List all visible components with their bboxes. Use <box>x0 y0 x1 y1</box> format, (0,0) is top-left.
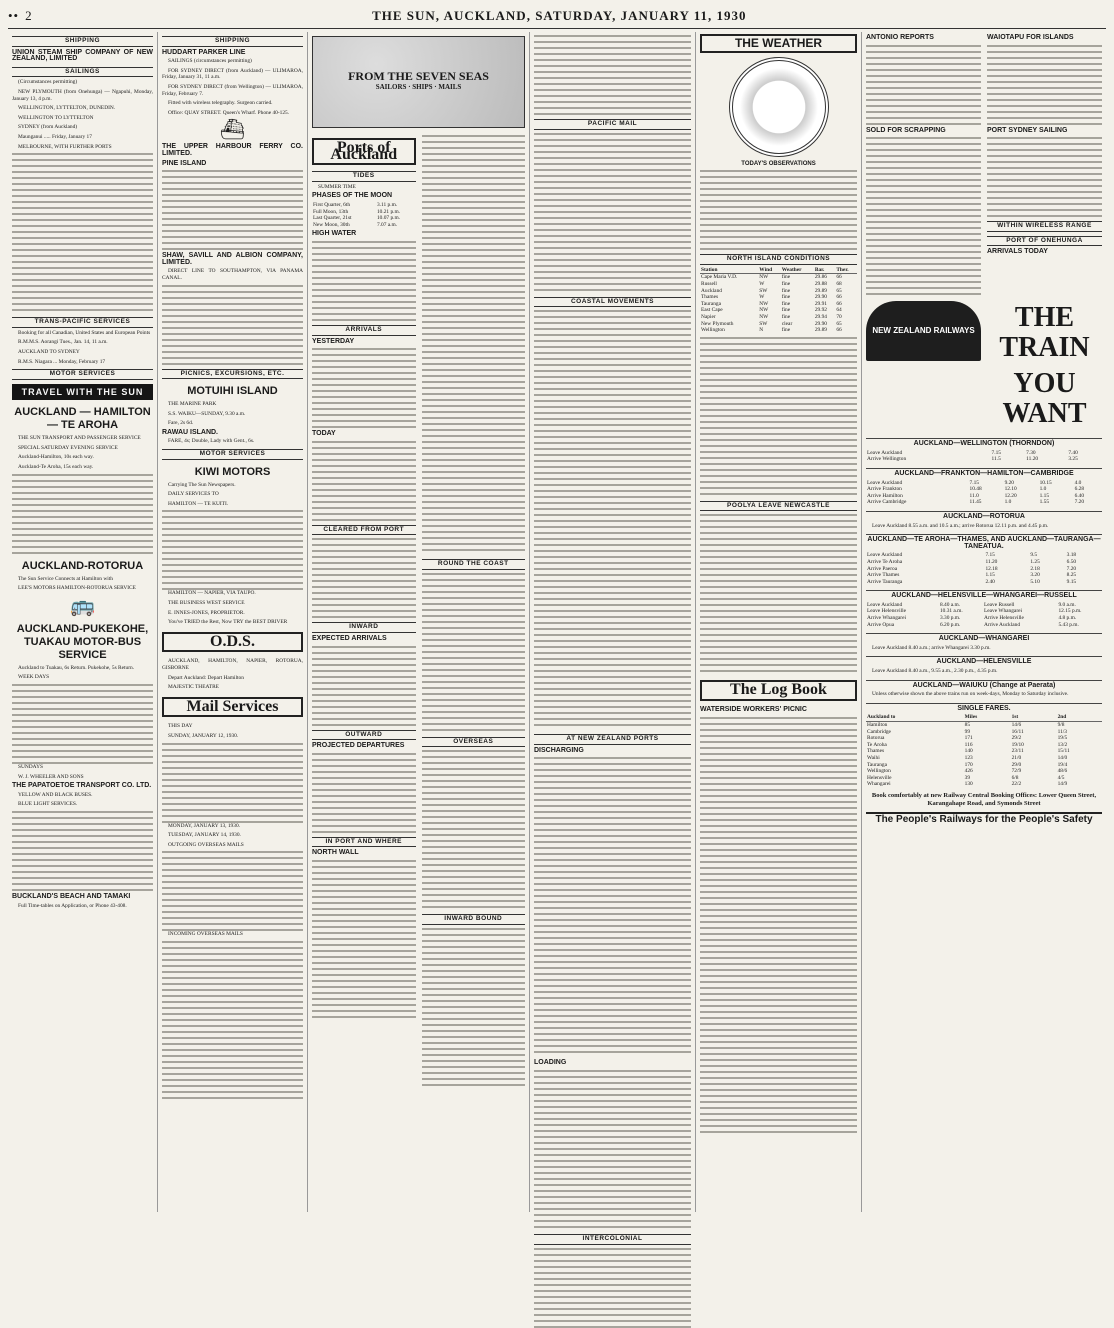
table-row: Rotorua 171 29/2 19/5 <box>867 735 1068 742</box>
rotorua-line: LEE'S MOTORS HAMILTON-ROTORUA SERVICE <box>18 585 136 592</box>
pukekohe-service-title: AUCKLAND-PUKEKOHE, TUAKAU MOTOR-BUS SERVICE <box>16 622 149 661</box>
huddart-line: Fitted with wireless telegraphy. Surgeon carried. <box>168 100 273 107</box>
port-sydney-heading: PORT SYDNEY SAILING <box>987 126 1068 134</box>
route-thames: AUCKLAND—TE AROHA—THAMES, AND AUCKLAND—TAURANGA—TANEATUA. <box>867 536 1101 550</box>
sailings-line: NEW PLYMOUTH (from Onehunga) — Ngapuhi, Monday, January 13, 4 p.m. <box>12 88 153 102</box>
pacific-mail-heading: PACIFIC MAIL <box>534 119 691 130</box>
sailings-sub: (Circumstances permitting) <box>18 79 78 86</box>
table-header-row: Station Wind Weather Bar. Ther. <box>700 267 857 274</box>
shipping-heading: SHIPPING <box>162 36 303 47</box>
rawau-title: RAWAU ISLAND. <box>162 428 218 436</box>
column-weather <box>696 32 862 1212</box>
wellington-table <box>866 450 1102 463</box>
pukekohe-line: SUNDAYS <box>18 764 43 771</box>
bus-icon: 🚌 <box>70 594 95 617</box>
blue-light: BLUE LIGHT SERVICES. <box>18 801 78 808</box>
page-number: 2 <box>25 8 33 23</box>
column-shipping-left <box>8 32 158 1212</box>
table-row: New Plymouth SW clear 29.90 65 <box>701 320 842 327</box>
page-dots: •• <box>8 8 20 23</box>
table-row: Helensville 39 6/8 4/5 <box>867 774 1065 781</box>
table-row: Tauranga NW fine 29.91 66 <box>701 300 842 307</box>
round-the-coast-heading: ROUND THE COAST <box>422 559 526 570</box>
text-filler <box>700 170 857 250</box>
outward-heading: OUTWARD <box>312 730 416 741</box>
motuihi-sub: THE MARINE PARK <box>168 401 217 408</box>
wireless-heading: WITHIN WIRELESS RANGE <box>987 221 1102 232</box>
upper-harbour-title: THE UPPER HARBOUR FERRY CO. LIMITED. <box>162 143 303 157</box>
table-row: Whangarei 130 22/2 14/9 <box>867 781 1068 788</box>
expected-heading: EXPECTED ARRIVALS <box>312 634 387 642</box>
route-whangarei: AUCKLAND—WHANGAREI <box>866 633 1102 643</box>
text-filler <box>312 441 416 521</box>
table-row: Wellington 426 72/9 48/6 <box>867 768 1068 775</box>
column-shipping-news <box>530 32 696 1242</box>
rotorua-line: The Sun Service Connects at Hamilton with <box>18 575 113 582</box>
text-filler <box>312 646 416 726</box>
ports-of-auckland-title: Ports of Auckland <box>312 138 416 165</box>
text-filler <box>700 337 857 497</box>
text-filler <box>534 1248 691 1328</box>
table-row: Last Quarter, 21st 10.07 p.m. <box>313 215 401 222</box>
moon-heading: PHASES OF THE MOON <box>312 192 393 200</box>
table-row: Arrive Frankton 10.48 12.10 1.0 6.28 <box>867 486 1085 493</box>
route-waiuku: AUCKLAND—WAIUKU (Change at Paerata) <box>866 680 1102 690</box>
table-row: Thames 140 23/11 15/11 <box>867 748 1070 755</box>
text-filler <box>866 45 981 125</box>
buckland-title: BUCKLAND'S BEACH AND TAMAKI <box>12 893 131 900</box>
text-filler <box>866 137 981 297</box>
mail-line: MONDAY, JANUARY 13, 1930. <box>168 822 240 829</box>
route-wellington: AUCKLAND—WELLINGTON (THORNDON) <box>866 438 1102 448</box>
motuihi-line: Fare, 2s 6d. <box>168 420 194 427</box>
steamer-icon: ⛴ <box>219 119 246 142</box>
transpacific-line: Booking for all Canadian, United States and European Points <box>18 329 151 336</box>
table-row: Arrive Thames 1.15 3.20 8.25 <box>867 572 1077 579</box>
papatoetoe-title: THE PAPATOETOE TRANSPORT CO. LTD. <box>12 782 152 790</box>
cleared-heading: CLEARED FROM PORT <box>312 525 416 536</box>
text-filler <box>162 170 303 250</box>
text-filler <box>422 135 526 555</box>
aroha-service-title: AUCKLAND — HAMILTON — TE AROHA <box>14 406 151 432</box>
rawau-fare: FARE, 4s; Double, Lady with Gent., 6s. <box>168 438 255 445</box>
route-rotorua: AUCKLAND—ROTORUA <box>866 511 1102 521</box>
text-filler <box>312 538 416 618</box>
yellow-buses: YELLOW AND BLACK BUSES. <box>18 791 93 798</box>
high-water-heading: HIGH WATER <box>312 230 357 238</box>
antonio-heading: ANTONIO REPORTS <box>866 34 934 41</box>
sailings-line: MELBOURNE, WITH FURTHER PORTS <box>18 143 112 150</box>
text-filler <box>987 45 1102 125</box>
mail-line: THIS DAY <box>168 723 193 730</box>
table-row: Leave Auckland 8.40 a.m. Leave Russell 9.0 a.m. <box>867 601 1076 608</box>
poolya-heading: POOLYA LEAVE NEWCASTLE <box>700 501 857 512</box>
rotorua-service-title: AUCKLAND-ROTORUA <box>21 559 144 572</box>
train-headline-2: YOU WANT <box>1002 368 1087 430</box>
timetables-note: Full Time-tables on Application, or Phone 43-408. <box>18 902 127 909</box>
scrapping-heading: SOLD FOR SCRAPPING <box>866 126 946 134</box>
aroha-line: SPECIAL SATURDAY EVENING SERVICE <box>18 444 118 451</box>
text-filler <box>312 348 416 428</box>
direct-line: DIRECT LINE TO SOUTHAMPTON, VIA PANAMA CANAL. <box>162 268 303 281</box>
table-row: Te Aroha 116 19/10 13/2 <box>867 741 1068 748</box>
table-row: Napier NW fine 29.94 70 <box>701 313 842 320</box>
sailings-line: SYDNEY (from Auckland) <box>18 124 78 131</box>
huddart-title: HUDDART PARKER LINE <box>162 48 246 56</box>
table-row: Arrive Hamilton 11.0 12.20 1.15 6.40 <box>867 492 1085 499</box>
helensville-line: Leave Auckland 8.40 a.m., 9.55 a.m., 2.30 p.m., 4.35 p.m. <box>872 668 998 675</box>
kiwi-line: HAMILTON — NAPIER, VIA TAUPO. <box>168 590 256 597</box>
arrivals-heading: ARRIVALS <box>312 325 416 336</box>
text-filler <box>534 1070 691 1230</box>
aroha-line: THE SUN TRANSPORT AND PASSENGER SERVICE <box>18 435 141 442</box>
table-row: Arrive Wellington 11.5 11.20 3.25 <box>867 456 1078 463</box>
table-row: Cape Maria V.D. NW fine 29.86 66 <box>701 274 842 281</box>
text-filler <box>422 928 526 1088</box>
observations-table <box>700 267 857 334</box>
mail-line: TUESDAY, JANUARY 14, 1930. <box>168 832 241 839</box>
sailings-line: WELLINGTON, LYTTELTON, DUNEDIN. <box>18 105 116 112</box>
huddart-line: FOR SYDNEY DIRECT (from Auckland) — ULIMAROA, Friday, January 31, 11 a.m. <box>162 67 303 81</box>
seven-seas-title: FROM THE SEVEN SEAS <box>348 69 489 84</box>
table-header-row: Auckland to Miles 1st 2nd <box>866 714 1102 721</box>
table-row: Hamilton 85 14/6 9/8 <box>867 722 1065 728</box>
column-railways <box>862 32 1106 1212</box>
north-wall-label: NORTH WALL <box>312 849 359 857</box>
text-filler <box>534 35 691 115</box>
huddart-sub: SAILINGS (circumstances permitting) <box>168 58 252 65</box>
shaw-savill-title: SHAW, SAVILL AND ALBION COMPANY, LIMITED. <box>162 252 303 266</box>
ods-line: MAJESTIC THEATRE <box>168 684 219 691</box>
proprietor: E. INNES-JONES, PROPRIETOR. <box>168 609 245 616</box>
table-row: Waihi 123 21/0 14/0 <box>867 754 1068 761</box>
text-filler <box>12 474 153 554</box>
fares-table <box>866 714 1102 788</box>
transpacific-line: R.M.S. Niagara ... Monday, February 17 <box>18 358 106 365</box>
yesterday-label: YESTERDAY <box>312 337 355 345</box>
table-row: Arrive Cambridge 11.45 1.0 1.55 7.20 <box>867 499 1085 506</box>
coastal-heading: COASTAL MOVEMENTS <box>534 297 691 308</box>
masthead-title: THE SUN, AUCKLAND, SATURDAY, JANUARY 11, 1930 <box>372 8 747 23</box>
train-ad-header <box>866 297 1102 433</box>
text-filler <box>162 285 303 365</box>
table-row: Arrive Whangarei 3.30 p.m. Arrive Helensville 4.8 p.m. <box>867 615 1077 622</box>
barometer-icon <box>729 57 829 157</box>
column-ports <box>308 32 530 1212</box>
tides-heading: TIDES <box>312 171 416 182</box>
kiwi-line: THE BUSINESS WEST SERVICE <box>168 600 245 607</box>
table-row: Arrive Paeroa 12.18 2.18 7.20 <box>867 565 1077 572</box>
shipping-heading: SHIPPING <box>12 36 153 47</box>
text-filler <box>534 757 691 1057</box>
weather-title: THE WEATHER <box>700 34 857 53</box>
table-row: Arrive Tauranga 2.40 5.10 9.15 <box>867 578 1077 585</box>
text-filler <box>534 133 691 293</box>
thames-table <box>866 552 1102 585</box>
travel-with-the-sun-banner: TRAVEL WITH THE SUN <box>12 384 153 401</box>
railways-slogan: The People's Railways for the People's Safety <box>866 812 1102 824</box>
column-shipping-right <box>158 32 308 1212</box>
motuihi-line: S.S. WAIKU—SUNDAY, 9.30 a.m. <box>168 410 246 417</box>
union-company-title: UNION STEAM SHIP COMPANY OF NEW ZEALAND, LIMITED <box>12 48 153 63</box>
table-row: Cambridge 99 16/11 11/3 <box>867 728 1067 735</box>
sailings-line: WELLINGTON TO LYTTELTON <box>18 114 94 121</box>
table-row: East Cape NW fine 29.92 64 <box>701 307 842 314</box>
ods-line: Depart Auckland: Depart Hamilton <box>168 674 244 681</box>
ods-line: AUCKLAND, HAMILTON, NAPIER, ROTORUA, GISBORNE <box>162 658 303 671</box>
picnics-heading: PICNICS, EXCURSIONS, ETC. <box>162 369 303 380</box>
text-filler <box>162 510 303 590</box>
in-port-heading: IN PORT AND WHERE <box>312 837 416 848</box>
onehunga-heading: PORT OF ONEHUNGA <box>987 236 1102 247</box>
route-helensville: AUCKLAND—HELENSVILLE <box>866 656 1102 666</box>
motor-heading: MOTOR SERVICES <box>162 449 303 460</box>
nz-ports-heading: AT NEW ZEALAND PORTS <box>534 734 691 745</box>
text-filler <box>162 941 303 1101</box>
table-row: First Quarter, 6th 3.11 p.m. <box>313 201 398 208</box>
inward-heading: INWARD <box>312 622 416 633</box>
waiotapu-heading: WAIOTAPU FOR ISLANDS <box>987 34 1074 41</box>
aroha-line: Auckland-Hamilton, 10s each way. <box>18 454 94 461</box>
table-row: New Moon, 30th 7.07 a.m. <box>313 221 398 228</box>
table-row: Leave Auckland 7.15 7.30 7.40 <box>867 449 1078 456</box>
sailings-heading: SAILINGS <box>12 67 153 78</box>
russell-table <box>866 602 1102 628</box>
moon-phases-table <box>312 202 416 228</box>
north-island-heading: NORTH ISLAND CONDITIONS <box>700 254 857 265</box>
text-filler <box>312 860 416 1020</box>
text-filler <box>987 137 1102 217</box>
transpacific-line: R.M.M.S. Aorangi Tues., Jan. 14, 11 a.m. <box>18 339 108 346</box>
text-filler <box>700 514 857 674</box>
pukekohe-line: Auckland to Tuakau, 6s Return. Pukekohe, 5s Return. <box>18 664 135 671</box>
single-fares-heading: SINGLE FARES. <box>866 703 1102 713</box>
table-row: Wellington N fine 29.89 66 <box>701 327 842 334</box>
sailings-line: Maunganui ..... Friday, January 17 <box>18 133 92 140</box>
table-row: Leave Auckland 7.15 9.5 3.18 <box>867 552 1077 559</box>
text-filler <box>312 241 416 321</box>
best-driver: You've TRIED the Rest, Now TRY the BEST DRIVER <box>168 619 288 626</box>
table-row: Leave Auckland 7.15 9.20 10.15 4.0 <box>867 479 1082 486</box>
kiwi-line: Carrying The Sun Newspapers. <box>168 481 236 488</box>
motuihi-title: MOTUIHI ISLAND <box>187 385 278 398</box>
table-row: Thames W fine 29.90 66 <box>701 294 842 301</box>
seven-seas-artwork <box>312 36 525 128</box>
motor-heading: MOTOR SERVICES <box>12 369 153 380</box>
pine-island-title: PINE ISLAND <box>162 159 207 167</box>
seven-seas-sub: SAILORS · SHIPS · MAILS <box>375 83 462 91</box>
waiuku-line: Unless otherwise shown the above trains run on week-days, Monday to Saturday inclusive. <box>872 691 1069 698</box>
rotorua-line: Leave Auckland 8.55 a.m. and 10.5 a.m.; arrive Rotorua 12.11 p.m. and 4.45 p.m. <box>872 522 1049 529</box>
mail-services-title: Mail Services <box>162 697 303 718</box>
intercolonial-heading: INTERCOLONIAL <box>534 1234 691 1245</box>
huddart-line: Office: QUAY STREET. Queen's Wharf. Phone 40-125. <box>168 109 290 116</box>
inward-bound-heading: INWARD BOUND <box>422 914 526 925</box>
booking-offices-note: Book comfortably at new Railway Central Booking Offices: Lower Queen Street, Karangahape Road, and Symonds Street <box>871 791 1097 807</box>
table-row: Auckland SW fine 29.89 65 <box>701 287 842 294</box>
overseas-heading: OVERSEAS <box>422 737 526 748</box>
mail-line: SUNDAY, JANUARY 12, 1930. <box>168 732 239 739</box>
news-two-column <box>866 32 1102 297</box>
text-filler <box>162 743 303 823</box>
log-book-title: The Log Book <box>700 680 857 701</box>
pukekohe-line: W. J. WHEELER AND SONS <box>18 773 84 780</box>
ports-two-column <box>312 132 525 1088</box>
route-russell: AUCKLAND—HELENSVILLE—WHANGAREI—RUSSELL <box>866 590 1102 600</box>
tides-sub: SUMMER TIME <box>318 183 356 190</box>
pukekohe-line: WEEK DAYS <box>18 674 50 681</box>
text-filler <box>12 153 153 313</box>
todays-observations-caption: TODAY'S OBSERVATIONS <box>741 160 816 167</box>
discharging-label: DISCHARGING <box>534 746 584 754</box>
today-label: TODAY <box>312 430 336 438</box>
text-filler <box>12 811 153 891</box>
onehunga-sub: ARRIVALS TODAY <box>987 248 1048 256</box>
text-filler <box>422 750 526 910</box>
projected-heading: PROJECTED DEPARTURES <box>312 742 405 750</box>
log-book-sub: WATERSIDE WORKERS' PICNIC <box>700 705 807 713</box>
huddart-line: FOR SYDNEY DIRECT (from Wellington) — ULIMAROA, Friday, February 7. <box>162 83 303 97</box>
kiwi-motors-title: KIWI MOTORS <box>194 465 271 478</box>
aroha-line: Auckland-Te Aroha, 15s each way. <box>18 464 94 471</box>
text-filler <box>534 310 691 730</box>
transpacific-line: AUCKLAND TO SYDNEY <box>18 348 80 355</box>
table-row: Tauranga 170 29/0 19/4 <box>867 761 1068 768</box>
mail-line: OUTGOING OVERSEAS MAILS <box>168 841 244 848</box>
table-row: Arrive Opua 6.20 p.m. Arrive Auckland 5.43 p.m. <box>867 621 1079 628</box>
text-filler <box>12 684 153 764</box>
route-cambridge: AUCKLAND—FRANKTON—HAMILTON—CAMBRIDGE <box>866 468 1102 478</box>
ods-title: O.D.S. <box>162 632 303 653</box>
kiwi-line: HAMILTON — TE KUITI. <box>168 500 229 507</box>
table-row: Russell W fine 29.88 68 <box>701 280 842 287</box>
transpacific-heading: TRANS-PACIFIC SERVICES <box>12 317 153 328</box>
masthead <box>8 4 1106 29</box>
text-filler <box>312 753 416 833</box>
kiwi-line: DAILY SERVICES TO <box>168 491 219 498</box>
mail-line: INCOMING OVERSEAS MAILS <box>168 931 243 938</box>
text-filler <box>162 851 303 931</box>
text-filler <box>700 717 857 1137</box>
railways-logo: NEW ZEALAND RAILWAYS <box>866 301 981 361</box>
text-filler <box>422 573 526 733</box>
whangarei-line: Leave Auckland 8.40 a.m.; arrive Whangarei 3.30 p.m. <box>872 644 991 651</box>
train-headline-1: THE TRAIN <box>999 302 1090 364</box>
table-row: Full Moon, 13th 10.21 p.m. <box>313 208 401 215</box>
cambridge-table <box>866 480 1102 506</box>
table-row: Arrive Te Aroha 11.20 1.25 6.50 <box>867 558 1077 565</box>
table-row: Leave Helensville 10.31 a.m. Leave Whangarei 12.15 p.m. <box>867 608 1082 615</box>
loading-label: LOADING <box>534 1059 567 1067</box>
